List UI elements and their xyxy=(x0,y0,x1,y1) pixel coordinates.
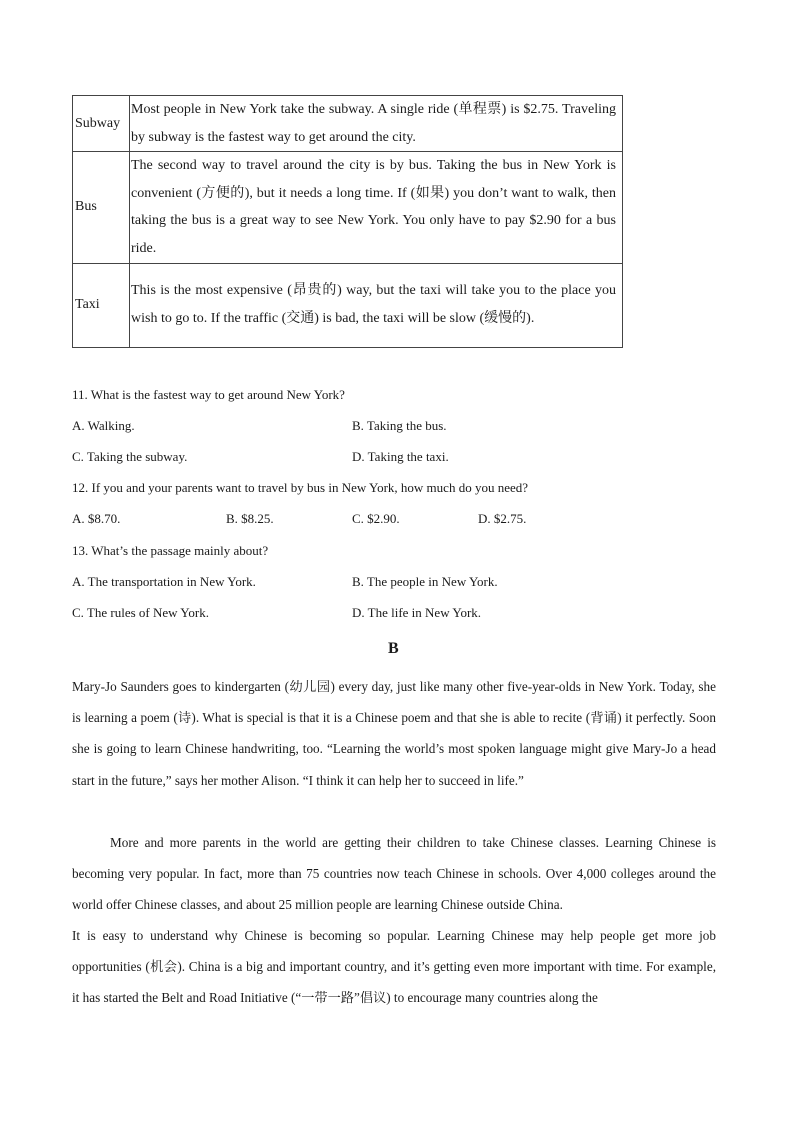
answer-option: D. $2.75. xyxy=(478,511,527,526)
section-heading: B xyxy=(388,640,399,657)
question-stem: 11. What is the fastest way to get around New York? xyxy=(72,387,345,402)
table-cell-mode: Subway xyxy=(73,96,130,152)
table-row xyxy=(73,96,623,152)
answer-option: C. Taking the subway. xyxy=(72,449,188,464)
answer-option: A. Walking. xyxy=(72,418,135,433)
answer-option: B. Taking the bus. xyxy=(352,418,447,433)
table-cell-description: The second way to travel around the city is by bus. Taking the bus in New York is convenient (方便的), but it needs a long time. If (如果) you don’t want to walk, then taking the bus is a great way to see New York. You only have to pay $2.90 for a bus ride. xyxy=(130,152,623,263)
answer-option: B. $8.25. xyxy=(226,511,274,526)
question-stem: 13. What’s the passage mainly about? xyxy=(72,543,269,558)
passage-paragraph: Mary-Jo Saunders goes to kindergarten (幼儿园) every day, just like many other five-year-olds in New York. Today, she is learning a poem (诗). What is special is that it is a Chinese poem and that she is able to recite (背诵) it perfectly. Soon she is going to learn Chinese handwriting, too. “Learning the world’s most spoken language might give Mary-Jo a head start in the future,” says her mother Alison. “I think it can help her to succeed in life.” xyxy=(72,679,716,788)
table-cell-mode: Taxi xyxy=(73,263,130,347)
passage-paragraph: More and more parents in the world are getting their children to take Chinese classes. Learning Chinese is becoming very popular. In fact, more than 75 countries now teach Chinese in schools. Over 4,000 colleges around the world offer Chinese classes, and about 25 million people are learning Chinese outside China. xyxy=(72,835,716,913)
answer-option: A. The transportation in New York. xyxy=(72,574,256,589)
table-cell-mode: Bus xyxy=(73,152,130,263)
question-stem: 12. If you and your parents want to travel by bus in New York, how much do you need? xyxy=(72,480,529,495)
answer-option: A. $8.70. xyxy=(72,511,121,526)
transport-table xyxy=(72,95,623,348)
answer-option: B. The people in New York. xyxy=(352,574,498,589)
table-row xyxy=(73,152,623,263)
table-row xyxy=(73,263,623,347)
answer-option: C. The rules of New York. xyxy=(72,605,209,620)
table-cell-description: This is the most expensive (昂贵的) way, but the taxi will take you to the place you wish to go to. If the traffic (交通) is bad, the taxi will be slow (缓慢的). xyxy=(130,263,623,347)
answer-option: C. $2.90. xyxy=(352,511,400,526)
passage-paragraph: It is easy to understand why Chinese is becoming so popular. Learning Chinese may help people get more job opportunities (机会). China is a big and important country, and it’s getting even more important with time. For example, it has started the Belt and Road Initiative (“一带一路”倡议) to encourage many countries along the xyxy=(72,928,716,1006)
answer-option: D. The life in New York. xyxy=(352,605,482,620)
table-cell-description: Most people in New York take the subway. A single ride (单程票) is $2.75. Traveling by subway is the fastest way to get around the city. xyxy=(130,96,623,152)
answer-option: D. Taking the taxi. xyxy=(352,449,449,464)
